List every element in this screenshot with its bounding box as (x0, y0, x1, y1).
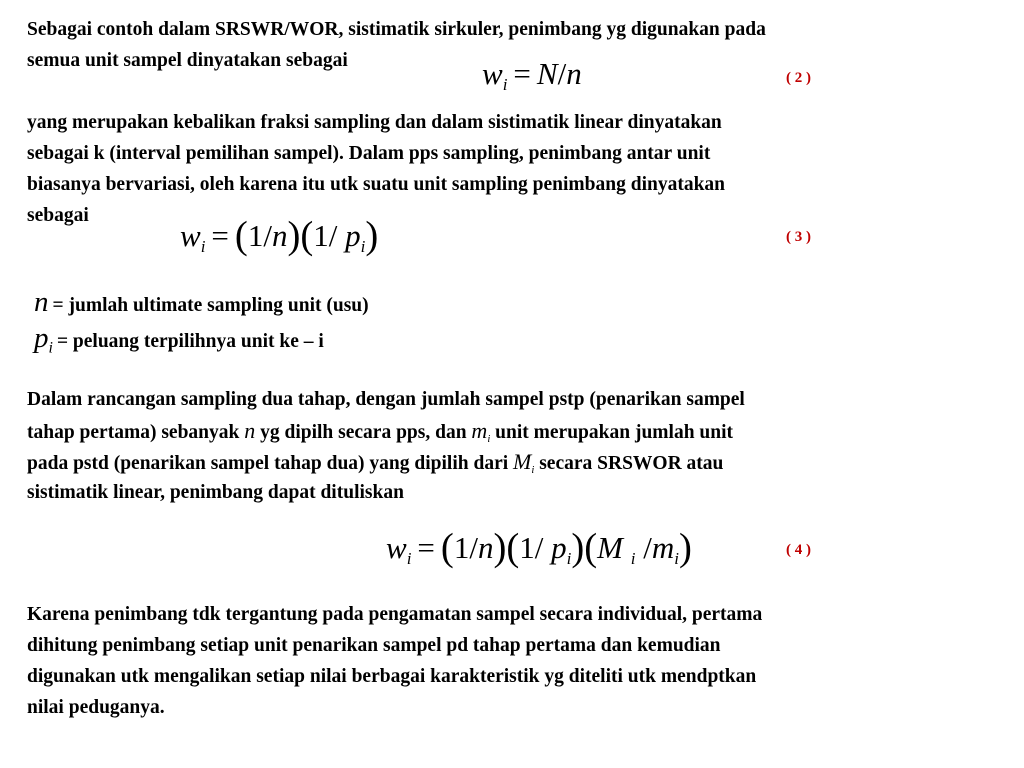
paragraph-2-line-4: sebagai (27, 205, 89, 226)
paragraph-4-line-4: nilai peduganya. (27, 697, 165, 718)
definition-n: n = jumlah ultimate sampling unit (usu) (34, 286, 369, 318)
equation-4: $w_i = (1/n)(1/$ $p_i)(M$ $_i$ $/m_i$) (386, 526, 692, 569)
definition-p: $p_i$ = peluang terpilihnya unit ke – i (34, 322, 324, 357)
paragraph-3-line-2: tahap pertama) sebanyak n yg dipilh secara pps, dan $m_i$ unit merupakan jumlah unit (27, 418, 734, 445)
paragraph-2-line-2: sebagai k (interval pemilihan sampel). Dalam pps sampling, penimbang antar unit (27, 143, 711, 164)
paragraph-4-line-2: dihitung penimbang setiap unit penarikan sampel pd tahap pertama dan kemudian (27, 635, 721, 656)
equation-2-number: ( 2 ) (786, 70, 811, 86)
equation-3: $w_i = (1/n)(1/$ $p_i$) (180, 214, 379, 257)
paragraph-4-line-1: Karena penimbang tdk tergantung pada pengamatan sampel secara individual, pertama (27, 604, 763, 625)
equation-2: $w_i = N/n$ (482, 56, 582, 94)
equation-4-number: ( 4 ) (786, 542, 811, 558)
paragraph-2-line-3: biasanya bervariasi, oleh karena itu utk suatu unit sampling penimbang dinyatakan (27, 174, 726, 195)
paragraph-3-line-3: pada pstd (penarikan sampel tahap dua) yang dipilih dari $M_i$ secara SRSWOR atau (27, 449, 724, 476)
paragraph-4-line-3: digunakan utk mengalikan setiap nilai berbagai karakteristik yg diteliti utk mendptkan (27, 666, 757, 687)
paragraph-2-line-1: yang merupakan kebalikan fraksi sampling dan dalam sistimatik linear dinyatakan (27, 112, 722, 133)
paragraph-1-line-2: semua unit sampel dinyatakan sebagai (27, 50, 348, 71)
paragraph-3-line-4: sistimatik linear, penimbang dapat dituliskan (27, 482, 404, 503)
equation-3-number: ( 3 ) (786, 229, 811, 245)
paragraph-3-line-1: Dalam rancangan sampling dua tahap, dengan jumlah sampel pstp (penarikan sampel (27, 389, 745, 410)
paragraph-1-line-1: Sebagai contoh dalam SRSWR/WOR, sistimatik sirkuler, penimbang yg digunakan pada (27, 19, 766, 40)
